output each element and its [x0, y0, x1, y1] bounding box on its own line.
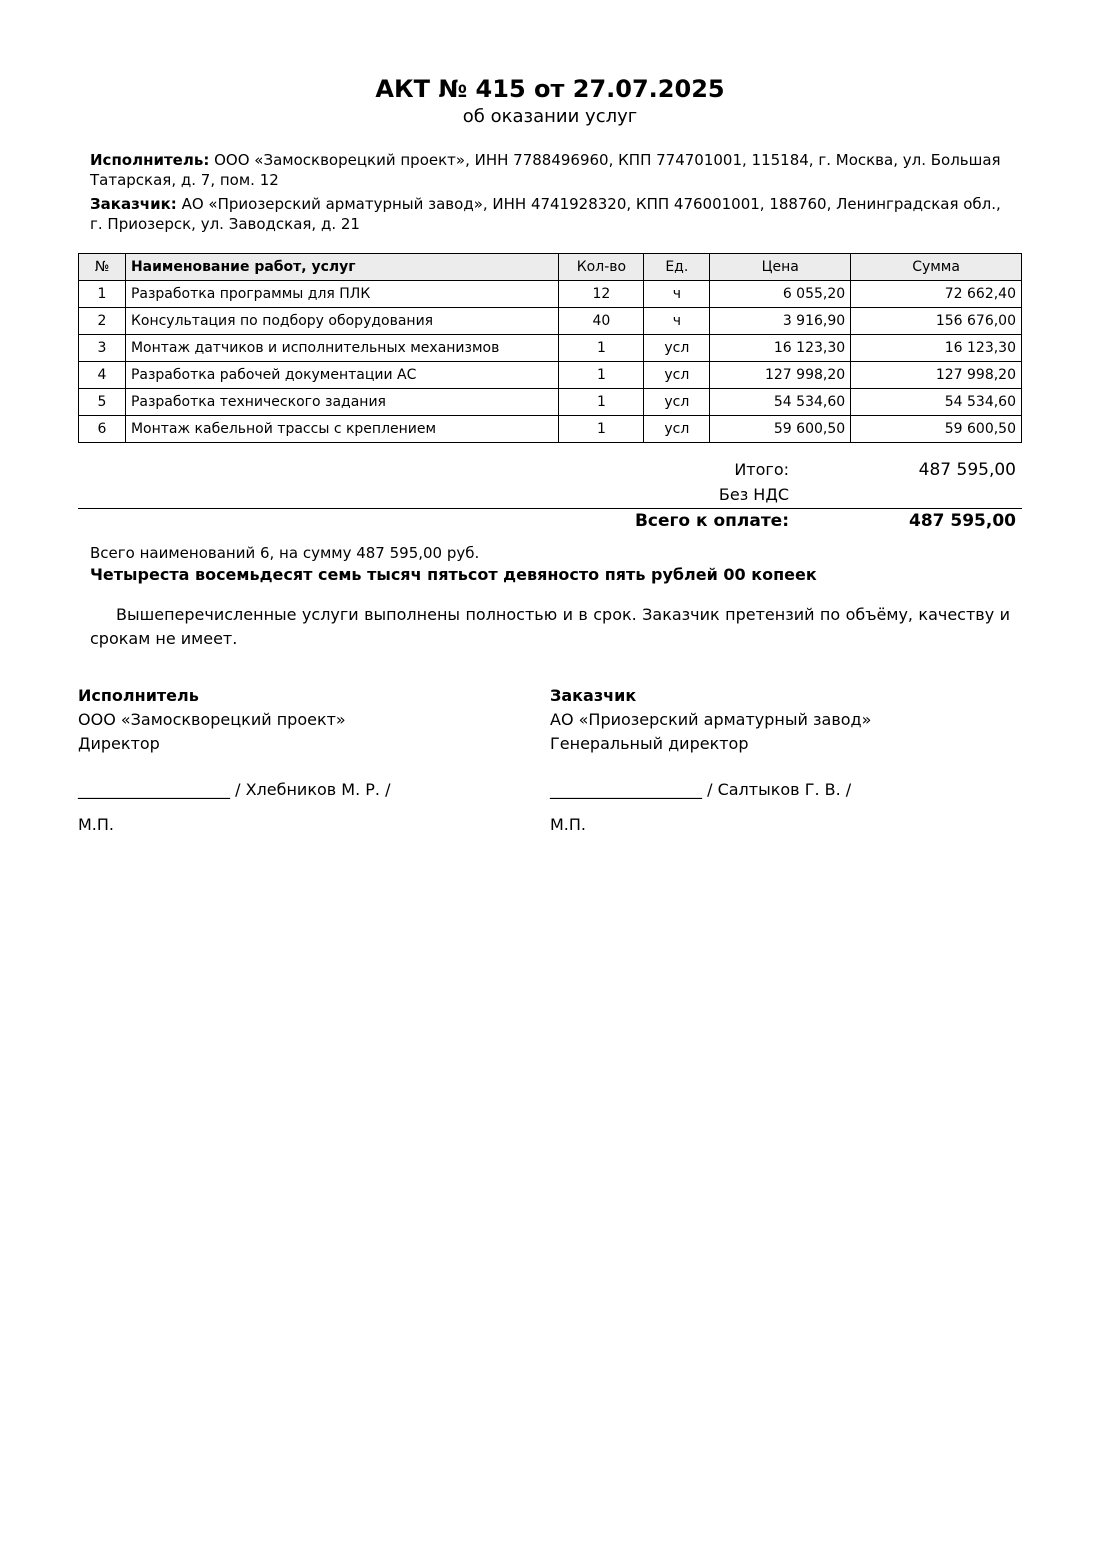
customer-signature-block	[550, 684, 871, 837]
customer-stamp: М.П.	[550, 815, 587, 834]
table-row	[79, 281, 1022, 308]
cell-unit: усл	[644, 416, 710, 443]
document-subtitle: об оказании услуг	[462, 106, 638, 127]
cell-unit: усл	[644, 335, 710, 362]
cell-price: 6 055,20	[710, 281, 851, 308]
cell-unit: усл	[644, 389, 710, 416]
cell-num: 6	[79, 416, 126, 443]
amount-in-words: Четыреста восемьдесят семь тысяч пятьсот девяносто пять рублей 00 копеек	[90, 565, 817, 584]
services-table	[78, 253, 1022, 443]
subtotal-label: Итого:	[734, 460, 789, 479]
customer-role: Заказчик	[550, 686, 637, 705]
cell-unit: ч	[644, 308, 710, 335]
executor-sign-line: ___________________ / Хлебников М. Р. /	[78, 780, 391, 799]
document-title: АКТ № 415 от 27.07.2025	[375, 75, 725, 103]
executor-text: ООО «Замоскворецкий проект», ИНН 7788496960, КПП 774701001, 115184, г. Москва, ул. Большая Татарская, д. 7, пом. 12	[90, 151, 1001, 189]
cell-num: 1	[79, 281, 126, 308]
cell-price: 16 123,30	[710, 335, 851, 362]
cell-num: 4	[79, 362, 126, 389]
cell-sum: 16 123,30	[851, 335, 1022, 362]
cell-sum: 127 998,20	[851, 362, 1022, 389]
cell-name: Монтаж кабельной трассы с креплением	[125, 416, 558, 443]
cell-qty: 1	[559, 335, 644, 362]
executor-label: Исполнитель:	[90, 151, 210, 169]
subtotal-value: 487 595,00	[918, 460, 1016, 480]
executor-org: ООО «Замоскворецкий проект»	[78, 710, 346, 729]
cell-num: 3	[79, 335, 126, 362]
cell-qty: 12	[559, 281, 644, 308]
cell-name: Разработка рабочей документации АС	[125, 362, 558, 389]
cell-price: 59 600,50	[710, 416, 851, 443]
header-price: Цена	[710, 254, 851, 281]
header-name: Наименование работ, услуг	[125, 254, 558, 281]
cell-num: 5	[79, 389, 126, 416]
header-sum: Сумма	[851, 254, 1022, 281]
items-count-summary: Всего наименований 6, на сумму 487 595,00 руб.	[90, 544, 480, 562]
executor-position: Директор	[78, 734, 160, 753]
customer-label: Заказчик:	[90, 195, 177, 213]
executor-stamp: М.П.	[78, 815, 115, 834]
cell-name: Монтаж датчиков и исполнительных механизмов	[125, 335, 558, 362]
customer-position: Генеральный директор	[550, 734, 749, 753]
grand-total-value: 487 595,00	[908, 511, 1016, 531]
header-num: №	[79, 254, 126, 281]
totals-divider	[78, 508, 1022, 509]
header-unit: Ед.	[644, 254, 710, 281]
executor-details	[90, 150, 1010, 190]
table-row	[79, 389, 1022, 416]
executor-role: Исполнитель	[78, 686, 199, 705]
table-row	[79, 362, 1022, 389]
table-row	[79, 308, 1022, 335]
cell-sum: 72 662,40	[851, 281, 1022, 308]
cell-sum: 59 600,50	[851, 416, 1022, 443]
header-qty: Кол-во	[559, 254, 644, 281]
table-row	[79, 335, 1022, 362]
completion-statement: Вышеперечисленные услуги выполнены полностью и в срок. Заказчик претензий по объёму, качеству и срокам не имеет.	[90, 605, 1010, 648]
cell-price: 127 998,20	[710, 362, 851, 389]
cell-name: Разработка технического задания	[125, 389, 558, 416]
cell-unit: усл	[644, 362, 710, 389]
executor-signature-block	[78, 684, 390, 837]
customer-details	[90, 194, 1010, 234]
cell-qty: 1	[559, 416, 644, 443]
customer-org: АО «Приозерский арматурный завод»	[550, 710, 872, 729]
cell-qty: 1	[559, 389, 644, 416]
cell-name: Разработка программы для ПЛК	[125, 281, 558, 308]
customer-text: АО «Приозерский арматурный завод», ИНН 4741928320, КПП 476001001, 188760, Ленинградская обл., г. Приозерск, ул. Заводская, д. 21	[90, 195, 1001, 233]
cell-qty: 40	[559, 308, 644, 335]
grand-total-label: Всего к оплате:	[634, 511, 789, 531]
cell-num: 2	[79, 308, 126, 335]
cell-qty: 1	[559, 362, 644, 389]
vat-note: Без НДС	[718, 485, 789, 504]
cell-name: Консультация по подбору оборудования	[125, 308, 558, 335]
cell-sum: 54 534,60	[851, 389, 1022, 416]
cell-sum: 156 676,00	[851, 308, 1022, 335]
table-header-row	[79, 254, 1022, 281]
table-row	[79, 416, 1022, 443]
customer-sign-line: ___________________ / Салтыков Г. В. /	[550, 780, 852, 799]
cell-price: 3 916,90	[710, 308, 851, 335]
cell-price: 54 534,60	[710, 389, 851, 416]
cell-unit: ч	[644, 281, 710, 308]
